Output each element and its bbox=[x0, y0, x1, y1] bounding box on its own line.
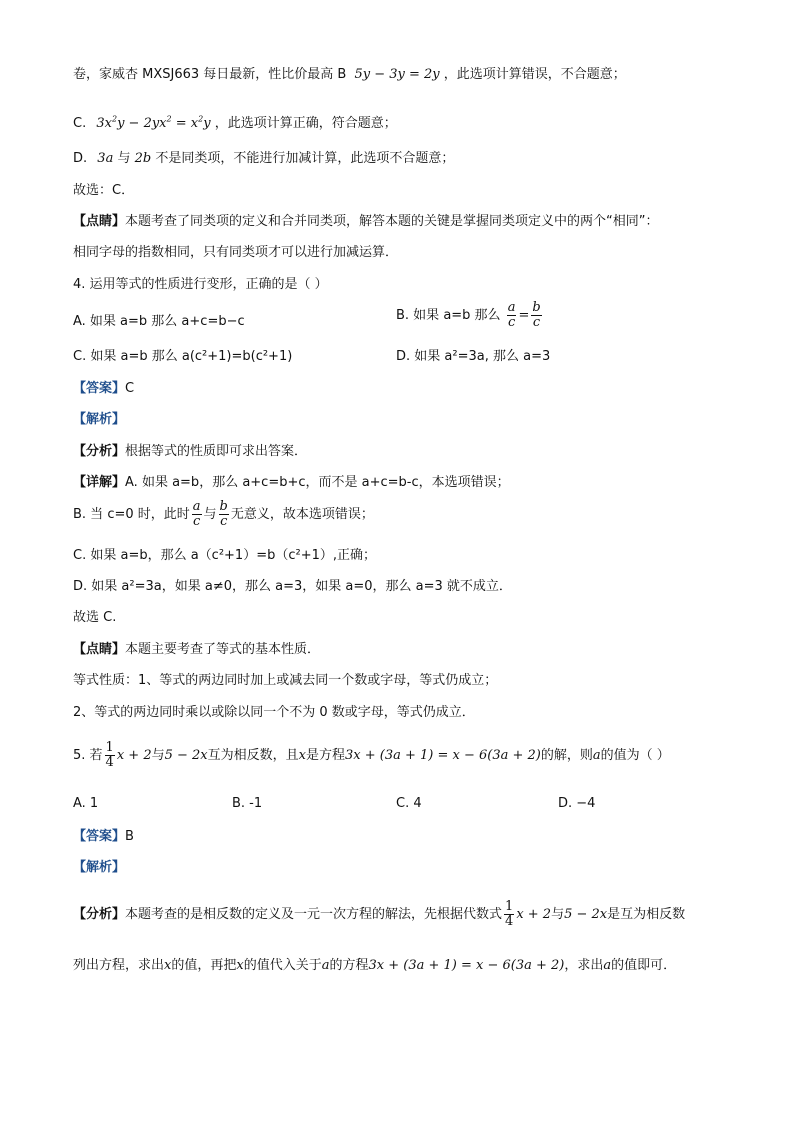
stem-text: 与 bbox=[151, 748, 165, 763]
answer-line bbox=[73, 828, 134, 846]
line-text: ，此选项计算正确，符合题意； bbox=[214, 116, 397, 131]
solution-line-b bbox=[73, 66, 626, 84]
denominator: 4 bbox=[505, 914, 514, 929]
numerator: a bbox=[192, 499, 201, 514]
math-expression: 5 − 2x bbox=[564, 907, 608, 922]
equals-sign: = bbox=[518, 308, 530, 323]
question-5-option-c: C. 4 bbox=[396, 796, 422, 811]
denominator: c bbox=[193, 514, 201, 529]
fraction bbox=[219, 500, 229, 529]
math-expression: 3a bbox=[97, 151, 114, 166]
stem-text: 是方程 bbox=[306, 748, 346, 763]
fraction bbox=[105, 741, 115, 770]
answer-tag: 【答案】 bbox=[73, 381, 126, 396]
stem-text: 5. 若 bbox=[73, 748, 103, 763]
analysis-text: 是互为相反数 bbox=[607, 907, 686, 922]
question-5-option-b: B. -1 bbox=[232, 796, 263, 811]
math-expression: a bbox=[603, 958, 612, 973]
analysis-text: 的值，再把 bbox=[171, 958, 237, 973]
numerator: b bbox=[532, 300, 541, 315]
denominator: c bbox=[532, 315, 541, 330]
detail-text: 与 bbox=[203, 507, 217, 522]
analysis-line bbox=[73, 443, 307, 461]
remark-tag: 【点睛】 bbox=[73, 214, 126, 229]
math-part: y bbox=[203, 116, 211, 131]
answer-line bbox=[73, 380, 134, 398]
remark-tag: 【点睛】 bbox=[73, 642, 126, 657]
line-text: 卷，家威杏 MXSJ663 每日最新，性比价最高 B bbox=[73, 67, 347, 82]
property-line-2: 2、等式的两边同时乘以或除以同一个不为 0 数或字母，等式仍成立． bbox=[73, 705, 475, 720]
line-text: 不是同类项，不能进行加减计算，此选项不合题意； bbox=[151, 151, 455, 166]
detail-line-d: D. 如果 a²=3a，如果 a≠0，那么 a=3，如果 a=0，那么 a=3 就不成立． bbox=[73, 579, 512, 594]
remark-line bbox=[73, 213, 659, 231]
detail-text: A. 如果 a=b，那么 a+c=b+c，而不是 a+c=b-c，本选项错误； bbox=[125, 475, 510, 490]
math-expression: a bbox=[592, 748, 601, 763]
math-expression: x bbox=[298, 748, 306, 763]
detail-text: 无意义，故本选项错误； bbox=[230, 507, 374, 522]
question-4-option-c: C. 如果 a=b 那么 a(c²+1)=b(c²+1) bbox=[73, 349, 293, 364]
question-4-stem: 4. 运用等式的性质进行变形，正确的是（ ） bbox=[73, 277, 328, 292]
math-expression: 3x + (3a + 1) = x − 6(3a + 2) bbox=[368, 958, 565, 973]
answer-value: B bbox=[125, 829, 134, 844]
remark-line-2: 相同字母的指数相同，只有同类项才可以进行加减运算． bbox=[73, 245, 399, 260]
line-text: ，此选项计算错误，不合题意； bbox=[443, 67, 626, 82]
option-text: B. 如果 a=b 那么 bbox=[396, 308, 501, 323]
choice-line: 故选 C. bbox=[73, 610, 117, 625]
analysis-text: 根据等式的性质即可求出答案． bbox=[125, 444, 308, 459]
line-text: 与 bbox=[113, 151, 135, 166]
detail-line-c: C. 如果 a=b，那么 a（c²+1）=b（c²+1）,正确； bbox=[73, 548, 377, 563]
question-5-option-d: D. −4 bbox=[558, 796, 596, 811]
numerator: 1 bbox=[105, 740, 114, 755]
math-expression: 5y − 3y = 2y bbox=[354, 67, 440, 82]
analysis-text: 的值代入关于 bbox=[243, 958, 322, 973]
remark-text: 本题考查了同类项的定义和合并同类项，解答本题的关键是掌握同类项定义中的两个“相同”： bbox=[125, 214, 659, 229]
analysis-tag: 【解析】 bbox=[73, 412, 126, 427]
numerator: a bbox=[507, 300, 516, 315]
analysis-tag: 【解析】 bbox=[73, 860, 126, 875]
question-4-option-b bbox=[396, 301, 544, 330]
solution-line-d bbox=[73, 150, 454, 168]
question-5-stem bbox=[73, 741, 670, 770]
math-expression: x + 2 bbox=[516, 907, 552, 922]
denominator: c bbox=[220, 514, 228, 529]
question-4-option-d: D. 如果 a²=3a, 那么 a=3 bbox=[396, 349, 551, 364]
option-letter: D. bbox=[73, 151, 88, 166]
stem-text: 互为相反数，且 bbox=[207, 748, 299, 763]
analysis-text: ，求出 bbox=[564, 958, 604, 973]
analysis-line bbox=[73, 900, 685, 929]
denominator: c bbox=[507, 315, 516, 330]
denominator: 4 bbox=[105, 755, 114, 770]
numerator: 1 bbox=[505, 899, 514, 914]
math-expression: 2b bbox=[134, 151, 152, 166]
fraction bbox=[531, 301, 541, 330]
remark-line bbox=[73, 641, 320, 659]
math-expression: a bbox=[321, 958, 330, 973]
detail-label: 【详解】 bbox=[73, 475, 126, 490]
analysis-line-2 bbox=[73, 957, 676, 975]
choice-line: 故选：C． bbox=[73, 183, 135, 198]
analysis-text: 与 bbox=[551, 907, 565, 922]
analysis-text: 的值即可． bbox=[611, 958, 677, 973]
analysis-label: 【分析】 bbox=[73, 444, 126, 459]
question-5-option-a: A. 1 bbox=[73, 796, 99, 811]
math-expression: x bbox=[164, 958, 172, 973]
math-expression: 5 − 2x bbox=[164, 748, 208, 763]
fraction bbox=[504, 900, 514, 929]
analysis-text: 的方程 bbox=[329, 958, 369, 973]
detail-line bbox=[73, 474, 510, 492]
detail-line-b bbox=[73, 500, 374, 529]
question-4-option-a: A. 如果 a=b 那么 a+c=b−c bbox=[73, 314, 245, 329]
analysis-text: 列出方程，求出 bbox=[73, 958, 165, 973]
math-expression: x bbox=[236, 958, 244, 973]
analysis-label: 【分析】 bbox=[73, 907, 126, 922]
solution-line-c bbox=[73, 115, 397, 133]
analysis-text: 本题考查的是相反数的定义及一元一次方程的解法，先根据代数式 bbox=[125, 907, 503, 922]
math-expression: 3x + (3a + 1) = x − 6(3a + 2) bbox=[345, 748, 541, 763]
fraction bbox=[507, 301, 517, 330]
answer-value: C bbox=[125, 381, 135, 396]
math-expression: x + 2 bbox=[116, 748, 152, 763]
answer-tag: 【答案】 bbox=[73, 829, 126, 844]
math-expression: $3x^2y - 2yx^2 = x^2y$ bbox=[96, 114, 211, 131]
detail-text: B. 当 c=0 时，此时 bbox=[73, 507, 190, 522]
option-letter: C. bbox=[73, 116, 87, 131]
remark-text: 本题主要考查了等式的基本性质． bbox=[125, 642, 321, 657]
fraction bbox=[192, 500, 202, 529]
numerator: b bbox=[219, 499, 228, 514]
stem-text: 的解，则 bbox=[540, 748, 593, 763]
property-line-1: 等式性质：1、等式的两边同时加上或减去同一个数或字母，等式仍成立； bbox=[73, 673, 498, 688]
stem-text: 的值为（ ） bbox=[600, 748, 670, 763]
math-part: y − 2yx bbox=[117, 116, 167, 131]
math-part: 3x bbox=[96, 116, 112, 131]
math-part: = x bbox=[171, 116, 199, 131]
